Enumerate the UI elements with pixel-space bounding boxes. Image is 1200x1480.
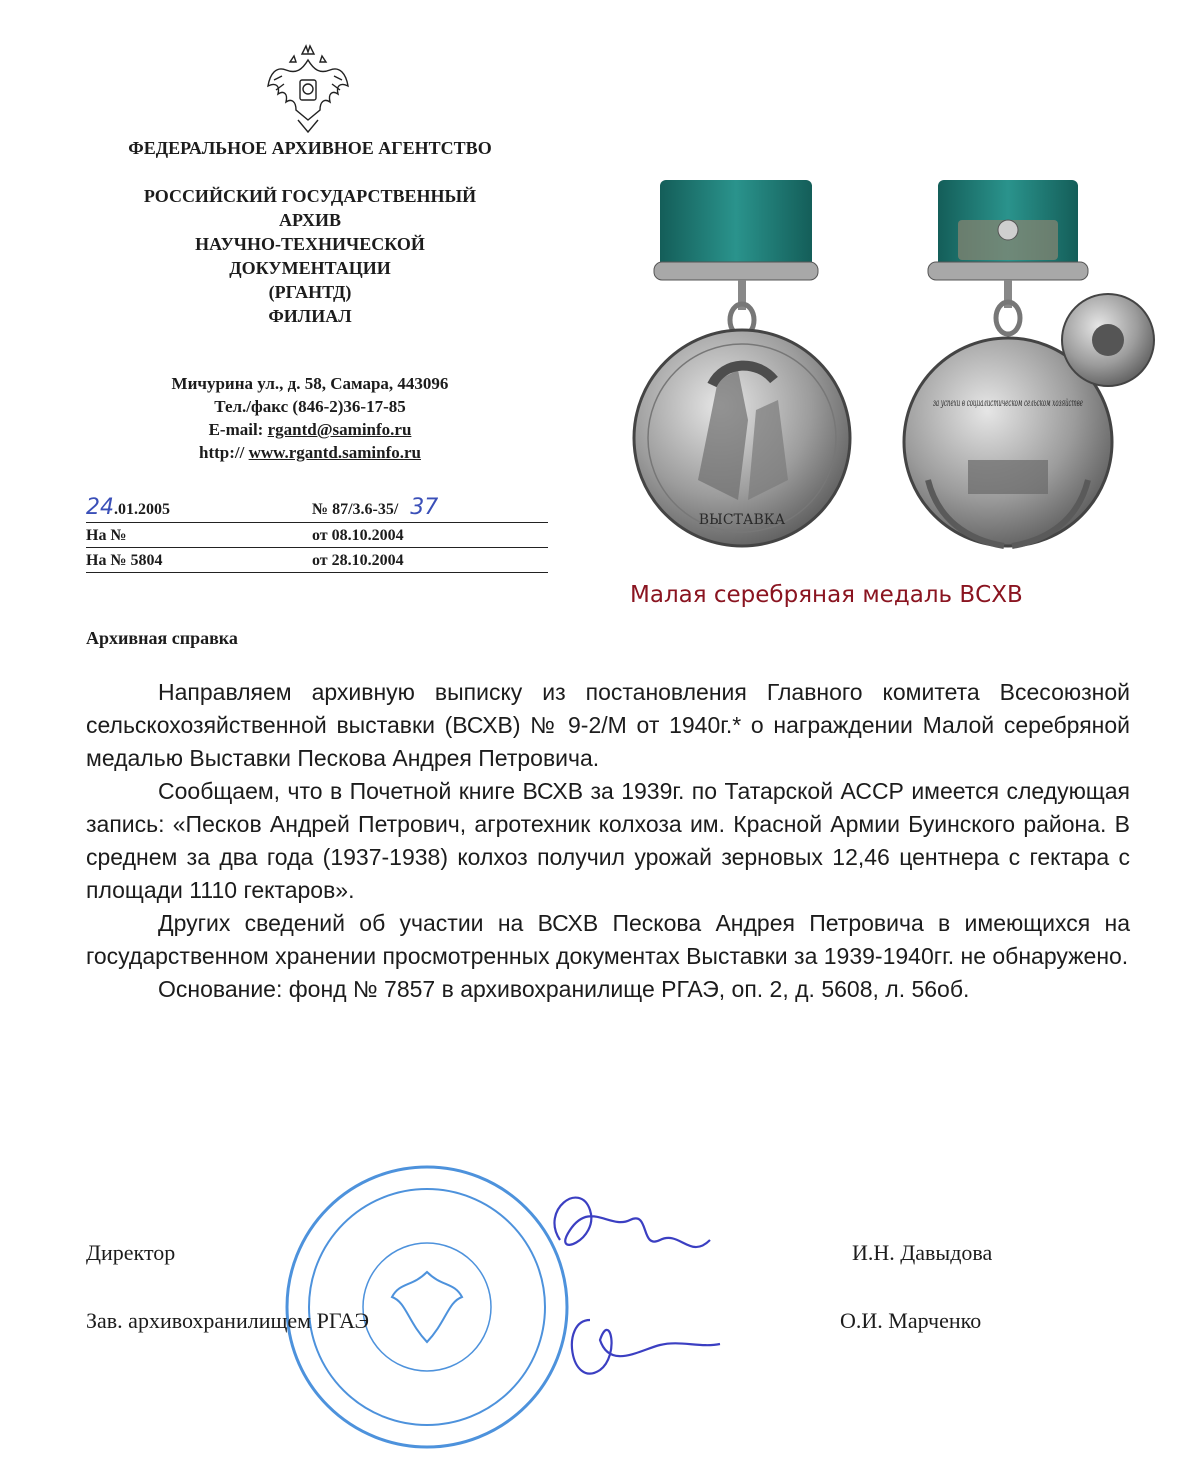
body-paragraph: Направляем архивную выписку из постановления Главного комитета Всесоюзной сельскохозяйственной выставки (ВСХВ) № 9-2/М от 1940г.* о награждении Малой серебряной медалью Выставки Пескова Андрея Петровича. — [86, 679, 1130, 771]
archive-line: РОССИЙСКИЙ ГОСУДАРСТВЕННЫЙ — [143, 186, 477, 206]
storage-head-role: Зав. архивохранилищем РГАЭ — [86, 1308, 370, 1333]
director-name: И.Н. Давыдова — [852, 1240, 993, 1265]
medal-caption: Малая серебряная медаль ВСХВ — [630, 582, 1023, 608]
phone: Тел./факс (846-2)36-17-85 — [214, 397, 406, 416]
printed-date: .01.2005 — [114, 501, 170, 518]
archive-line: НАУЧНО-ТЕХНИЧЕСКОЙ — [195, 234, 425, 254]
ribbon-block-obverse — [660, 180, 812, 270]
registration-table — [86, 495, 548, 573]
registration-row — [86, 548, 548, 573]
double-headed-eagle-emblem-icon — [262, 40, 354, 136]
reference-number: На № 5804 — [86, 552, 163, 569]
contact-block — [40, 372, 580, 464]
outgoing-number — [312, 495, 438, 520]
reference-date: от 28.10.2004 — [312, 552, 404, 569]
medal-photo — [628, 180, 1188, 560]
reference-number: На № — [86, 527, 127, 544]
web-link[interactable]: www.rgantd.saminfo.ru — [248, 443, 421, 462]
printed-number: № 87/3.6-35/ — [312, 501, 399, 518]
archive-line: АРХИВ — [278, 210, 342, 230]
handwritten-number: 37 — [410, 495, 439, 520]
agency-name: ФЕДЕРАЛЬНОЕ АРХИВНОЕ АГЕНТСТВО — [128, 138, 492, 158]
outgoing-date — [86, 495, 170, 520]
archive-name — [40, 184, 580, 328]
director-role: Директор — [86, 1240, 176, 1265]
body-paragraph: Других сведений об участии на ВСХВ Пескова Андрея Петровича в имеющихся на государственном хранении просмотренных документах Выставки за 1939-1940гг. не обнаружено. — [86, 910, 1130, 969]
reference-date: от 08.10.2004 — [312, 527, 404, 544]
handwritten-signatures-icon — [520, 1170, 740, 1400]
body-paragraph: Сообщаем, что в Почетной книге ВСХВ за 1939г. по Татарской АССР имеется следующая запись: «Песков Андрей Петрович, агротехник колхоза им. Красной Армии Буинского района. В среднем за два года (1937-1938) колхоз получил урожай зерновых 12,46 центнера с гектара с площади 1110 гектаров». — [86, 778, 1130, 903]
medal-reverse — [904, 180, 1154, 546]
obverse-text: ВЫСТАВКА — [698, 512, 786, 528]
web-label: http:// — [199, 443, 249, 462]
reverse-text: за успехи в социалистическом сельском хозяйстве — [933, 398, 1084, 409]
document-title: Архивная справка — [86, 628, 238, 648]
email-label: E-mail: — [208, 420, 268, 439]
document-body — [86, 676, 1130, 1006]
registration-row — [86, 523, 548, 548]
handwritten-day: 24 — [86, 495, 114, 520]
archive-line: ДОКУМЕНТАЦИИ — [229, 258, 391, 278]
archive-line: ФИЛИАЛ — [268, 306, 352, 326]
email-line — [40, 418, 580, 441]
email-link[interactable]: rgantd@saminfo.ru — [267, 420, 412, 439]
address: Мичурина ул., д. 58, Самара, 443096 — [171, 374, 449, 393]
web-line — [40, 441, 580, 464]
body-paragraph: Основание: фонд № 7857 в архивохранилище РГАЭ, оп. 2, д. 5608, л. 56об. — [158, 976, 970, 1002]
medal-obverse — [634, 180, 850, 546]
archive-line: (РГАНТД) — [268, 282, 352, 302]
registration-row — [86, 495, 548, 523]
storage-head-name: О.И. Марченко — [840, 1308, 982, 1333]
